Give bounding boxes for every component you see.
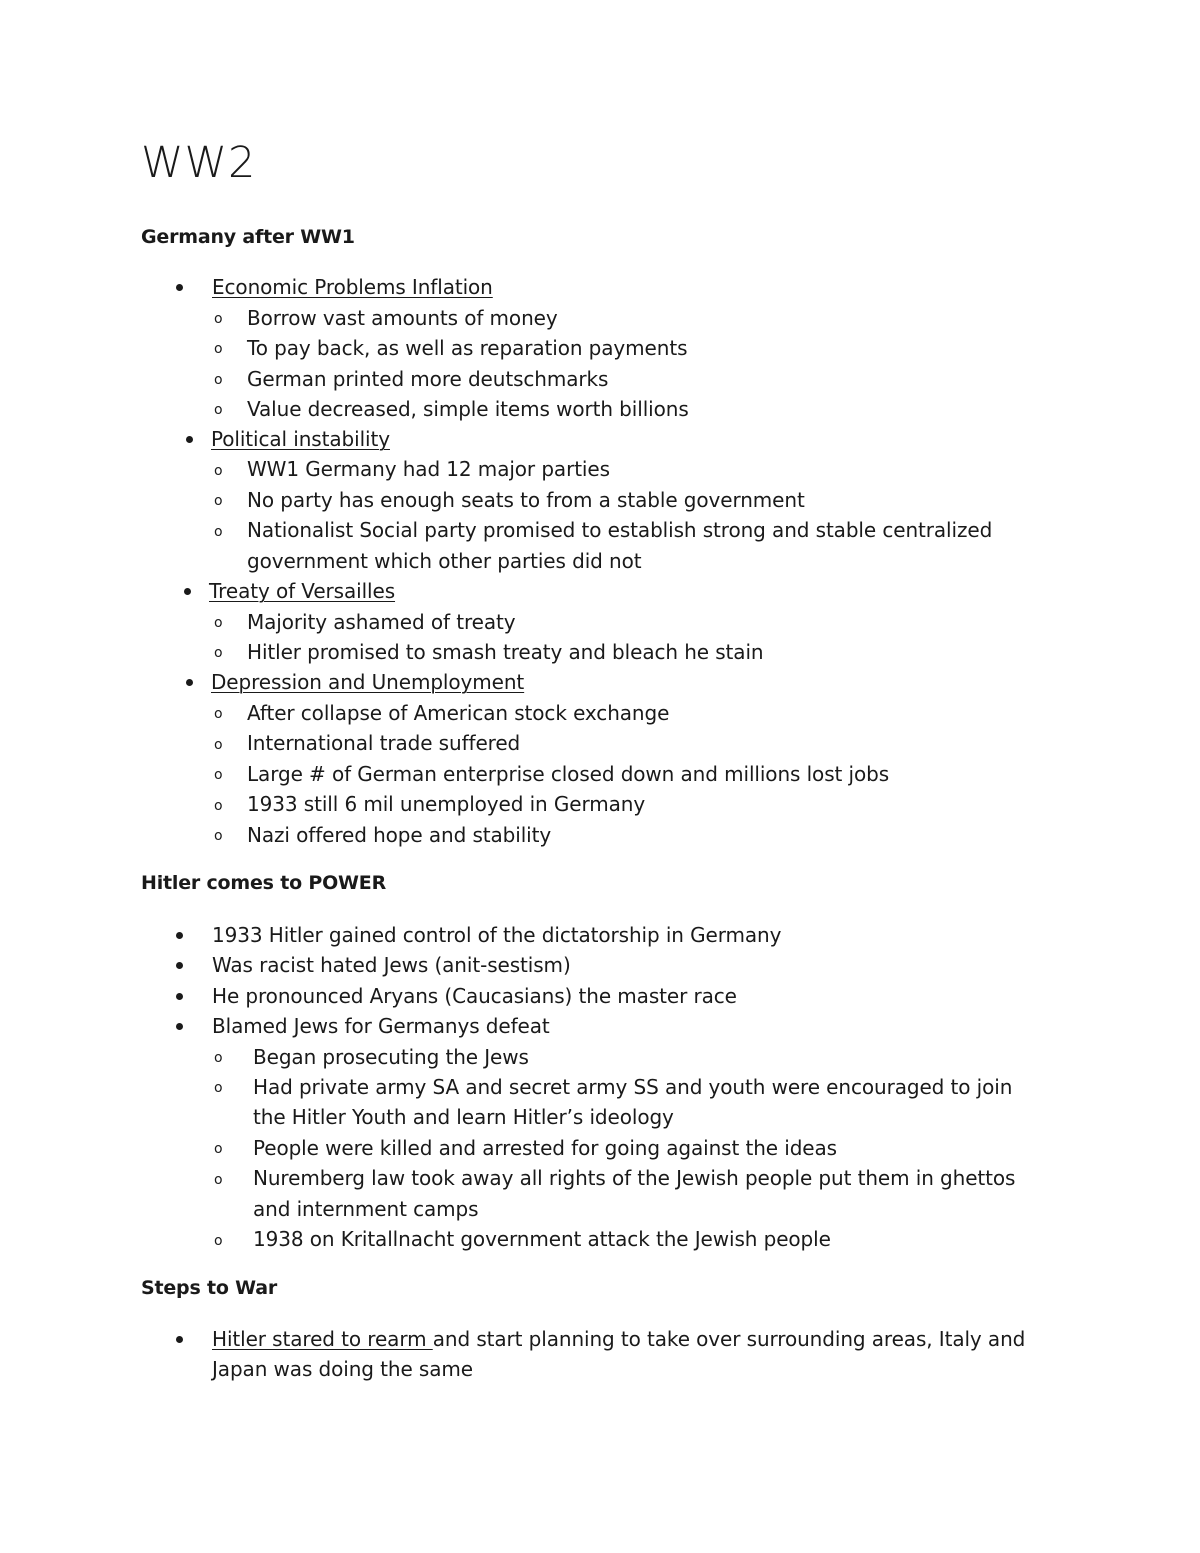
sub-marker-icon: o bbox=[214, 645, 223, 661]
sub-marker-icon: o bbox=[214, 311, 223, 327]
subitem: No party has enough seats to from a stable government bbox=[247, 488, 805, 512]
subitem: Hitler promised to smash treaty and bleach he stain bbox=[247, 640, 764, 664]
subitem: International trade suffered bbox=[247, 731, 521, 755]
item-political-instability: Political instability bbox=[211, 427, 390, 451]
subitem: Nuremberg law took away all rights of the Jewish people put them in ghettos bbox=[253, 1166, 1016, 1190]
sub-marker-icon: o bbox=[214, 615, 223, 631]
subitem: Value decreased, simple items worth billions bbox=[247, 397, 689, 421]
bullet-icon bbox=[186, 679, 193, 686]
list-item bbox=[212, 1327, 1025, 1351]
bullet-icon bbox=[176, 993, 183, 1000]
bullet-icon bbox=[176, 932, 183, 939]
list-item: He pronounced Aryans (Caucasians) the master race bbox=[212, 984, 737, 1008]
bullet-icon bbox=[176, 1023, 183, 1030]
sub-marker-icon: o bbox=[214, 706, 223, 722]
sub-marker-icon: o bbox=[214, 1141, 223, 1157]
subitem: Nationalist Social party promised to establish strong and stable centralized bbox=[247, 518, 993, 542]
subitem-continuation: and internment camps bbox=[253, 1197, 479, 1221]
subitem: 1938 on Kritallnacht government attack the Jewish people bbox=[253, 1227, 831, 1251]
sub-marker-icon: o bbox=[214, 1050, 223, 1066]
subitem-continuation: the Hitler Youth and learn Hitler’s ideology bbox=[253, 1105, 674, 1129]
subitem: To pay back, as well as reparation payments bbox=[247, 336, 688, 360]
subitem: 1933 still 6 mil unemployed in Germany bbox=[247, 792, 646, 816]
bullet-icon bbox=[186, 436, 193, 443]
sub-marker-icon: o bbox=[214, 1172, 223, 1188]
sub-marker-icon: o bbox=[214, 737, 223, 753]
subitem: Began prosecuting the Jews bbox=[253, 1045, 529, 1069]
sub-marker-icon: o bbox=[214, 524, 223, 540]
section-heading-hitler-comes-to-power: Hitler comes to POWER bbox=[141, 872, 386, 894]
item-depression-unemployment: Depression and Unemployment bbox=[211, 670, 525, 694]
underlined-phrase: Hitler stared to rearm bbox=[212, 1327, 433, 1351]
bullet-icon bbox=[184, 588, 191, 595]
document-title: WW2 bbox=[141, 138, 257, 188]
sub-marker-icon: o bbox=[214, 798, 223, 814]
subitem: Majority ashamed of treaty bbox=[247, 610, 516, 634]
subitem: German printed more deutschmarks bbox=[247, 367, 609, 391]
list-item-continuation: Japan was doing the same bbox=[212, 1357, 473, 1381]
sub-marker-icon: o bbox=[214, 463, 223, 479]
list-item: Was racist hated Jews (anit-sestism) bbox=[212, 953, 571, 977]
sub-marker-icon: o bbox=[214, 828, 223, 844]
section-heading-germany-after-ww1: Germany after WW1 bbox=[141, 226, 355, 248]
subitem: Nazi offered hope and stability bbox=[247, 823, 552, 847]
subitem-continuation: government which other parties did not bbox=[247, 549, 642, 573]
sub-marker-icon: o bbox=[214, 1080, 223, 1096]
bullet-icon bbox=[176, 1336, 183, 1343]
bullet-icon bbox=[176, 962, 183, 969]
sub-marker-icon: o bbox=[214, 402, 223, 418]
sub-marker-icon: o bbox=[214, 493, 223, 509]
subitem: People were killed and arrested for going against the ideas bbox=[253, 1136, 837, 1160]
sub-marker-icon: o bbox=[214, 767, 223, 783]
item-economic-problems: Economic Problems Inflation bbox=[212, 275, 493, 299]
sub-marker-icon: o bbox=[214, 1233, 223, 1249]
list-item: 1933 Hitler gained control of the dictatorship in Germany bbox=[212, 923, 782, 947]
sub-marker-icon: o bbox=[214, 372, 223, 388]
sub-marker-icon: o bbox=[214, 341, 223, 357]
subitem: Borrow vast amounts of money bbox=[247, 306, 558, 330]
subitem: WW1 Germany had 12 major parties bbox=[247, 457, 610, 481]
subitem: Had private army SA and secret army SS and youth were encouraged to join bbox=[253, 1075, 1013, 1099]
item-treaty-of-versailles: Treaty of Versailles bbox=[209, 579, 396, 603]
section-heading-steps-to-war: Steps to War bbox=[141, 1277, 277, 1299]
bullet-icon bbox=[176, 284, 183, 291]
subitem: Large # of German enterprise closed down and millions lost jobs bbox=[247, 762, 890, 786]
list-item: Blamed Jews for Germanys defeat bbox=[212, 1014, 550, 1038]
subitem: After collapse of American stock exchange bbox=[247, 701, 670, 725]
item-text: and start planning to take over surrounding areas, Italy and bbox=[432, 1327, 1026, 1351]
